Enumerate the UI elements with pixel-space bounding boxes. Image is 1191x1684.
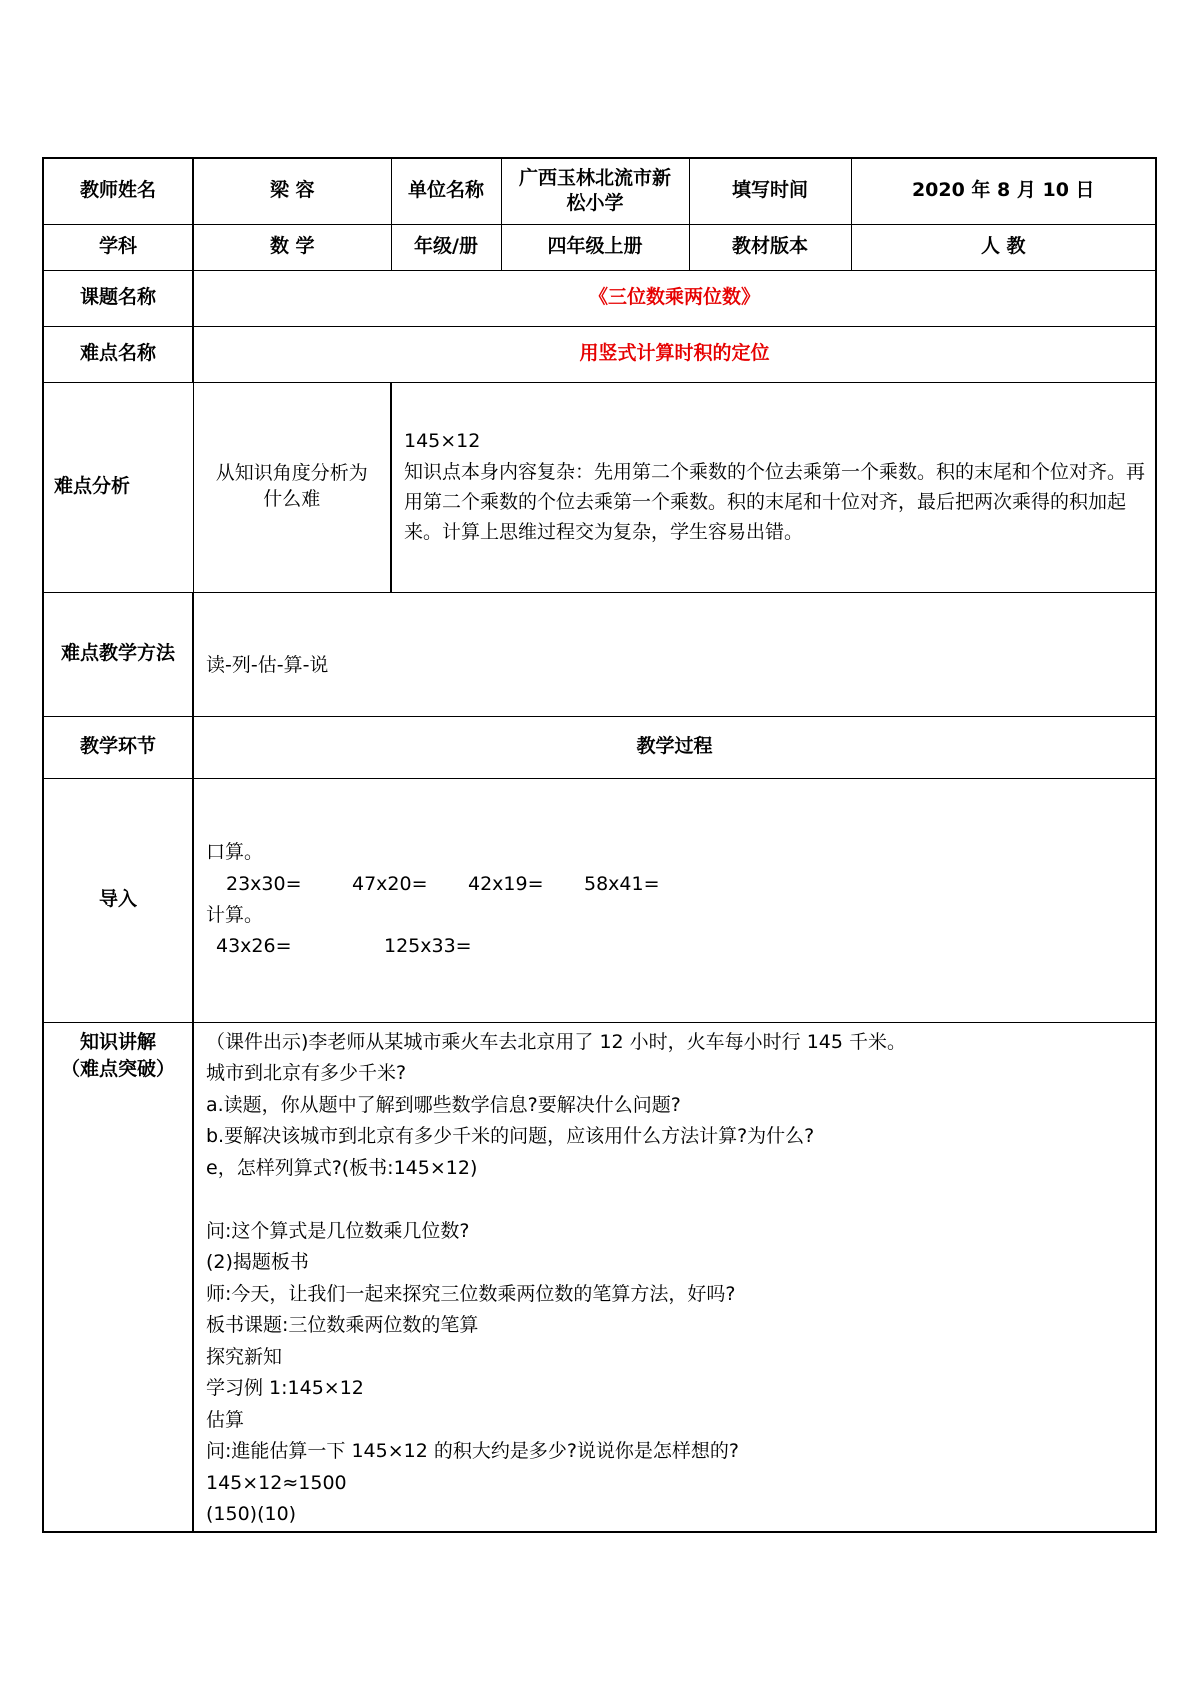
explain-line: b.要解决该城市到北京有多少千米的问题，应该用什么方法计算?为什么?	[206, 1125, 815, 1147]
explain-line: 问:進能估算一下 145×12 的积大约是多少?说说你是怎样想的?	[206, 1440, 740, 1462]
explain-line: 学习例 1:145×12	[206, 1377, 364, 1399]
difficulty-label: 难点名称	[43, 326, 193, 382]
intro-content	[193, 778, 1156, 1022]
oral-items	[206, 869, 1145, 900]
header-row-2	[43, 224, 1156, 270]
intro-label: 导入	[43, 778, 193, 1022]
explain-line: a.读题，你从题中了解到哪些数学信息?要解决什么问题?	[206, 1093, 681, 1116]
unit-value-line2: 松小学	[566, 192, 624, 215]
explain-line: 估算	[206, 1408, 245, 1431]
time-label: 填写时间	[689, 158, 851, 224]
oral-item: 23x30=	[226, 872, 302, 895]
method-row	[43, 592, 1156, 716]
grade-value: 四年级上册	[501, 224, 689, 270]
explain-line: (2)揭题板书	[206, 1251, 309, 1273]
calc-item: 125x33=	[384, 935, 472, 958]
topic-value: 《三位数乘两位数》	[193, 270, 1156, 326]
explain-line: (150)(10)	[206, 1503, 297, 1525]
method-label: 难点教学方法	[43, 592, 193, 716]
explain-row	[43, 1022, 1156, 1532]
explain-line: （课件出示)李老师从某城市乘火车去北京用了 12 小时，火车每小时行 145 千米。	[206, 1030, 907, 1053]
intro-row	[43, 778, 1156, 1022]
grade-label: 年级/册	[391, 224, 501, 270]
unit-label: 单位名称	[391, 158, 501, 224]
oral-item: 58x41=	[584, 872, 660, 895]
difficulty-value: 用竖式计算时积的定位	[193, 326, 1156, 382]
teacher-value: 梁 容	[193, 158, 391, 224]
analysis-sub-label-line2: 什么难	[263, 488, 321, 510]
lesson-plan-sheet	[42, 157, 1155, 1533]
explain-content	[193, 1022, 1156, 1532]
topic-label: 课题名称	[43, 270, 193, 326]
oral-title: 口算。	[206, 841, 264, 864]
unit-value	[501, 158, 689, 224]
header-row-1	[43, 158, 1156, 224]
difficulty-row	[43, 326, 1156, 382]
process-value: 教学过程	[193, 716, 1156, 778]
analysis-row	[43, 382, 1156, 592]
method-value: 读-列-估-算-说	[193, 592, 1156, 716]
oral-item: 47x20=	[352, 872, 428, 895]
subject-label: 学科	[43, 224, 193, 270]
explain-line: 师:今天，让我们一起来探究三位数乘两位数的笔算方法，好吗?	[206, 1282, 736, 1305]
explain-line: 145×12≈1500	[206, 1471, 347, 1494]
process-header-row	[43, 716, 1156, 778]
lesson-plan-table	[42, 157, 1157, 1533]
analysis-content	[391, 382, 1156, 592]
analysis-expr: 145×12	[404, 430, 481, 453]
topic-row	[43, 270, 1156, 326]
textbook-label: 教材版本	[689, 224, 851, 270]
explain-line: 板书课题:三位数乘两位数的笔算	[206, 1314, 479, 1336]
unit-value-line1: 广西玉林北流市新	[518, 166, 671, 189]
explain-label	[43, 1022, 193, 1532]
explain-label-line2: （难点突破）	[60, 1058, 175, 1081]
explain-line	[206, 1184, 1145, 1216]
explain-line: 城市到北京有多少千米?	[206, 1062, 407, 1084]
analysis-text: 知识点本身内容复杂：先用第二个乘数的个位去乘第一个乘数。积的末尾和个位对齐。再用第二个乘数的个位去乘第一个乘数。积的末尾和十位对齐，最后把两次乘得的积加起来。计算上思维过程交为复杂，学生容易出错。	[404, 460, 1146, 544]
calc-title: 计算。	[206, 904, 264, 926]
oral-item: 42x19=	[468, 872, 544, 895]
time-value: 2020 年 8 月 10 日	[851, 158, 1156, 224]
explain-line: 问:这个算式是几位数乘几位数?	[206, 1219, 470, 1242]
explain-line: 探究新知	[206, 1345, 283, 1368]
analysis-sub-label	[193, 382, 391, 592]
process-label: 教学环节	[43, 716, 193, 778]
analysis-label: 难点分析	[43, 382, 193, 592]
subject-value: 数 学	[193, 224, 391, 270]
teacher-label: 教师姓名	[43, 158, 193, 224]
calc-items	[206, 931, 1145, 962]
explain-label-line1: 知识讲解	[79, 1030, 156, 1053]
explain-line: e，怎样列算式?(板书:145×12)	[206, 1156, 478, 1179]
analysis-sub-label-line1: 从知识角度分析为	[215, 462, 368, 485]
calc-item: 43x26=	[216, 935, 292, 958]
textbook-value: 人 教	[851, 224, 1156, 270]
